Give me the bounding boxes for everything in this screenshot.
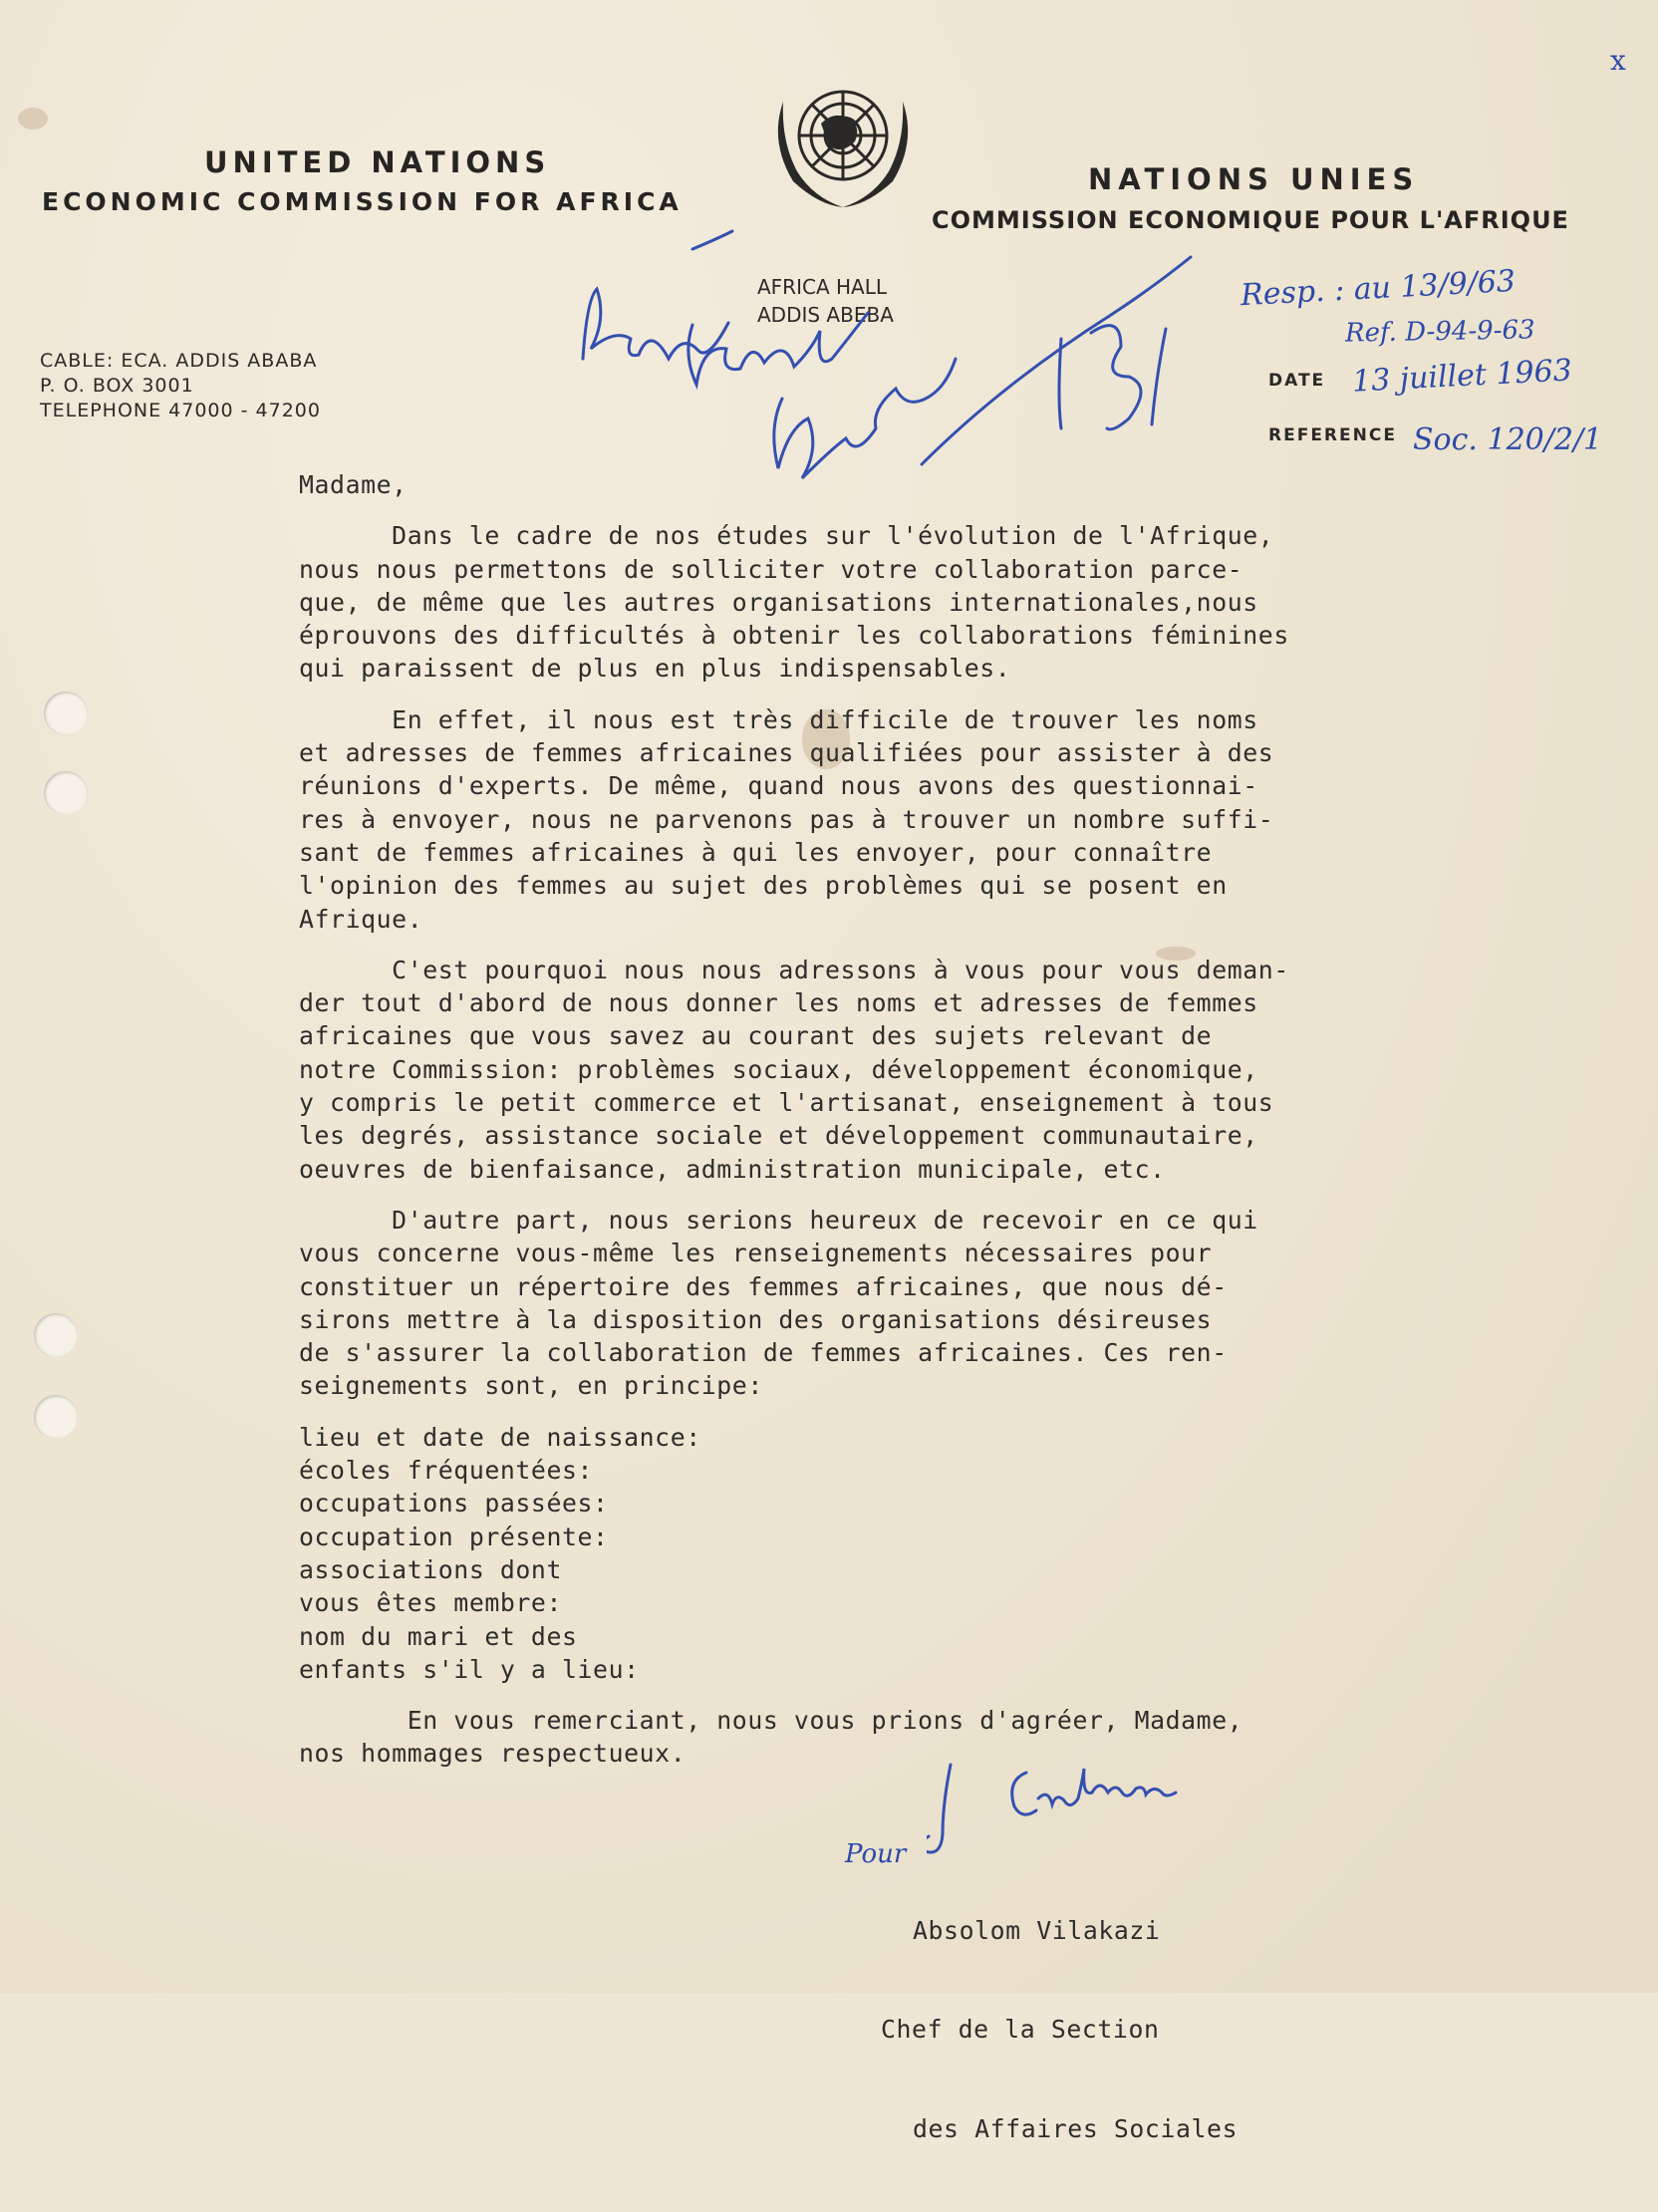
text-line: Afrique. [299, 904, 423, 934]
text-line: qui paraissent de plus en plus indispensables. [299, 654, 1011, 684]
list-item: occupation présente: [299, 1521, 609, 1551]
paragraph-4 [299, 1204, 1435, 1403]
text-line: les degrés, assistance sociale et développement communautaire, [299, 1121, 1258, 1151]
text-line: constituer un répertoire des femmes africaines, que nous dé- [299, 1271, 1228, 1301]
list-item: occupations passées: [299, 1489, 609, 1519]
text-line: sant de femmes africaines à qui les envoyer, pour connaître [299, 837, 1213, 867]
header-en-line1: UNITED NATIONS [204, 145, 551, 179]
text-line: africaines que vous savez au courant des sujets relevant de [299, 1021, 1213, 1051]
punch-hole [34, 1395, 78, 1439]
punch-hole [34, 1313, 78, 1357]
text-line: y compris le petit commerce et l'artisanat, enseignement à tous [299, 1088, 1274, 1118]
signature-block [881, 1847, 1239, 2212]
text-line: nous nous permettons de solliciter votre collaboration parce- [299, 554, 1244, 584]
letter-body [299, 468, 1435, 1771]
text-line: der tout d'abord de nous donner les noms et adresses de femmes [299, 988, 1258, 1018]
text-line: D'autre part, nous serions heureux de recevoir en ce qui [299, 1205, 1258, 1235]
text-line: vous concerne vous-même les renseignements nécessaires pour [299, 1239, 1213, 1268]
text-line: l'opinion des femmes au sujet des problèmes qui se posent en [299, 871, 1228, 901]
text-line: res à envoyer, nous ne parvenons pas à trouver un nombre suffi- [299, 804, 1274, 834]
text-line: notre Commission: problèmes sociaux, développement économique, [299, 1054, 1258, 1084]
list-item: vous êtes membre: [299, 1588, 562, 1618]
text-line: et adresses de femmes africaines qualifiées pour assister à des [299, 738, 1274, 768]
text-line: de s'assurer la collaboration de femmes africaines. Ces ren- [299, 1338, 1228, 1368]
header-en-line2: ECONOMIC COMMISSION FOR AFRICA [42, 187, 683, 216]
handwritten-response-note: Resp. : au 13/9/63 [1240, 263, 1517, 314]
signatory-name: Absolom Vilakazi [913, 1915, 1161, 1945]
info-list [299, 1421, 1435, 1686]
date-value: 13 juillet 1963 [1351, 353, 1573, 400]
contact-cable: CABLE: ECA. ADDIS ABABA [40, 350, 318, 372]
text-line: seignements sont, en principe: [299, 1371, 763, 1401]
text-line: oeuvres de bienfaisance, administration municipale, etc. [299, 1154, 1166, 1184]
punch-hole [44, 691, 88, 735]
paragraph-3 [299, 954, 1435, 1186]
stain [18, 108, 48, 130]
list-item: associations dont [299, 1554, 562, 1584]
text-line: éprouvons des difficultés à obtenir les collaborations féminines [299, 621, 1289, 651]
paragraph-1 [299, 519, 1435, 685]
contact-block [40, 349, 321, 423]
text-line: En effet, il nous est très difficile de trouver les noms [299, 704, 1258, 734]
reference-value: Soc. 120/2/1 [1413, 422, 1603, 457]
salutation: Madame, [299, 470, 408, 499]
paragraph-2 [299, 703, 1435, 936]
text-line: En vous remerciant, nous vous prions d'agréer, Madame, [299, 1706, 1244, 1736]
handwritten-pour: Pour [845, 1839, 907, 1869]
list-item: écoles fréquentées: [299, 1456, 594, 1486]
list-item: nom du mari et des [299, 1621, 578, 1651]
text-line: réunions d'experts. De même, quand nous avons des questionnai- [299, 771, 1258, 801]
text-line: Dans le cadre de nos études sur l'évolution de l'Afrique, [299, 521, 1274, 551]
address-line1: AFRICA HALL [757, 275, 887, 299]
contact-box: P. O. BOX 3001 [40, 375, 194, 397]
text-line: que, de même que les autres organisations internationales,nous [299, 587, 1258, 617]
corner-mark: x [1610, 44, 1626, 77]
punch-hole [44, 771, 88, 815]
closing-paragraph [299, 1704, 1435, 1771]
text-line: sirons mettre à la disposition des organisations désireuses [299, 1304, 1213, 1334]
signatory-title-2: des Affaires Sociales [913, 2114, 1239, 2144]
reference-label: REFERENCE [1268, 425, 1397, 445]
un-emblem-icon [761, 72, 925, 211]
signatory-title-1: Chef de la Section [881, 2015, 1160, 2045]
list-item: lieu et date de naissance: [299, 1422, 701, 1452]
date-label: DATE [1268, 371, 1326, 391]
header-fr-line2: COMMISSION ECONOMIQUE POUR L'AFRIQUE [932, 206, 1569, 234]
header-fr-line1: NATIONS UNIES [1088, 162, 1420, 196]
text-line: C'est pourquoi nous nous adressons à vous pour vous deman- [299, 955, 1289, 984]
contact-telephone: TELEPHONE 47000 - 47200 [40, 400, 321, 421]
address-line2: ADDIS ABEBA [757, 303, 894, 327]
text-line: nos hommages respectueux. [299, 1739, 687, 1769]
list-item: enfants s'il y a lieu: [299, 1654, 640, 1684]
handwritten-ref-number: Ref. D-94-9-63 [1344, 315, 1535, 349]
